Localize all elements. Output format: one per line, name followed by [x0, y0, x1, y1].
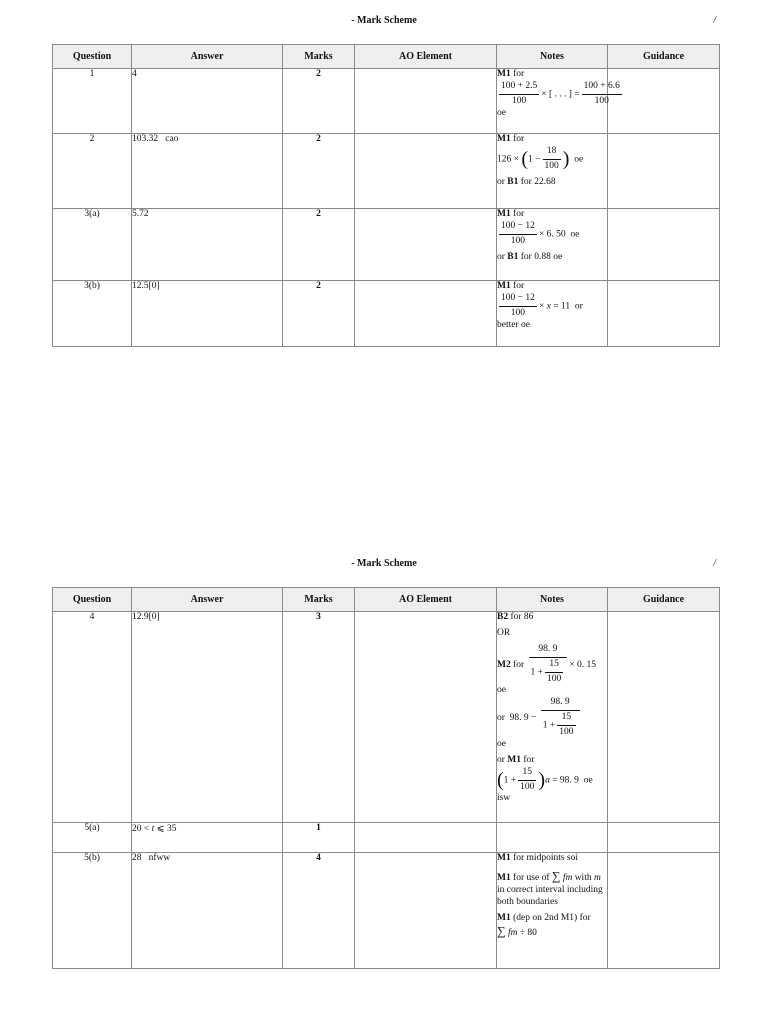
table-row [53, 612, 720, 823]
mark-code: M1 [497, 912, 511, 923]
notes-text: or [497, 176, 505, 187]
notes-text: for [513, 134, 525, 144]
notes-text: oe [570, 229, 580, 240]
notes-text: oe [574, 154, 584, 165]
column-header-notes: Notes [497, 45, 608, 69]
marks-cell: 2 [283, 281, 355, 347]
mark-code: M1 [497, 69, 511, 79]
question-cell: 1 [53, 69, 132, 134]
fraction-numerator: 100 − 12 [501, 292, 535, 303]
fraction-denominator: 100 [520, 781, 535, 792]
paren-open: ( [497, 768, 504, 791]
table-header-row [53, 588, 720, 612]
column-header-marks: Marks [283, 588, 355, 612]
notes-formula [497, 80, 620, 108]
formula-text: ÷ 80 [519, 928, 537, 939]
column-header-guidance: Guidance [608, 45, 720, 69]
table-row [53, 853, 720, 969]
table-row [53, 281, 720, 347]
notes-cell [497, 209, 608, 281]
marks-cell: 3 [283, 612, 355, 823]
table-row [53, 134, 720, 209]
guidance-cell [608, 69, 720, 134]
question-cell: 2 [53, 134, 132, 209]
notes-text: for [523, 754, 535, 765]
guidance-cell [608, 209, 720, 281]
formula-text: × 6. 50 [538, 229, 566, 240]
fraction [499, 221, 537, 248]
column-header-marks: Marks [283, 45, 355, 69]
notes-text: or [574, 301, 583, 312]
paren-close: ) [538, 768, 546, 791]
formula-text: × 0. 15 [569, 659, 597, 670]
marks-cell: 1 [283, 823, 355, 853]
ao-element-cell [355, 281, 497, 347]
mark-code: B1 [507, 251, 519, 262]
answer-cell: 28 nfww [132, 853, 283, 969]
mark-code: M2 [497, 659, 511, 670]
ao-element-cell [355, 134, 497, 209]
formula-text: × [538, 301, 545, 312]
notes-text: for use of [513, 872, 550, 883]
formula-text: = 11 [553, 301, 571, 312]
fraction-numerator: 98. 9 [538, 643, 558, 654]
formula-text: 1 + [542, 720, 556, 731]
guidance-cell [608, 281, 720, 347]
notes-cell [497, 134, 608, 209]
notes-paragraph [497, 913, 607, 941]
question-cell: 5(a) [53, 823, 132, 853]
notes-formula [497, 293, 607, 320]
mark-code: B2 [497, 612, 509, 622]
guidance-cell [608, 853, 720, 969]
answer-cell: 103.32 cao [132, 134, 283, 209]
question-cell: 3(b) [53, 281, 132, 347]
formula-text: 98. 9 − [509, 713, 537, 724]
notes-text: or [497, 754, 505, 765]
fraction-denominator: 100 [582, 94, 622, 108]
fraction-denominator: 100 [499, 234, 537, 248]
fraction [557, 712, 575, 739]
notes-cell [497, 853, 608, 969]
fraction [518, 767, 536, 794]
notes-formula [497, 221, 607, 248]
guidance-cell [608, 823, 720, 853]
answer-variable: t [151, 824, 155, 834]
question-cell: 4 [53, 612, 132, 823]
fraction-denominator: 100 [547, 673, 562, 684]
formula-variable: x [546, 301, 551, 312]
notes-cell [497, 823, 608, 853]
sigma-symbol: ∑ [551, 868, 561, 883]
page-header-2 [0, 558, 768, 572]
notes-paragraph [497, 869, 607, 909]
mark-code: M1 [497, 134, 511, 144]
notes-text: or [497, 713, 505, 724]
notes-text: for 22.68 [520, 176, 556, 187]
paren-close: ) [562, 147, 570, 170]
question-cell: 5(b) [53, 853, 132, 969]
notes-text: oe [497, 738, 506, 749]
notes-text: for midpoints soi [513, 853, 579, 863]
column-header-ao-element: AO Element [355, 45, 497, 69]
page-title: - Mark Scheme [351, 15, 417, 26]
notes-text: for [513, 281, 525, 291]
page-mark: / [713, 15, 716, 26]
notes-formula [497, 644, 607, 686]
notes-cell [497, 612, 608, 823]
page-header-1 [0, 15, 768, 29]
fraction-numerator: 15 [549, 658, 559, 669]
column-header-guidance: Guidance [608, 588, 720, 612]
notes-formula [497, 697, 607, 739]
notes-formula [497, 146, 607, 173]
notes-text: OR [497, 627, 511, 638]
formula-variable: fm [562, 872, 573, 883]
notes-text: for [513, 659, 525, 670]
answer-cell: 4 [132, 69, 283, 134]
notes-text: for 0.88 oe [520, 251, 563, 262]
mark-code: M1 [497, 281, 511, 291]
fraction [541, 697, 580, 739]
fraction [543, 146, 561, 173]
column-header-notes: Notes [497, 588, 608, 612]
fraction-denominator: 100 [499, 94, 539, 108]
answer-text: ⩽ 35 [156, 824, 177, 834]
notes-text: oe [497, 685, 506, 696]
notes-text: oe [497, 107, 506, 118]
marks-cell: 2 [283, 69, 355, 134]
fraction-denominator: 100 [544, 160, 559, 171]
fraction-denominator: 100 [499, 306, 537, 320]
column-header-question: Question [53, 588, 132, 612]
answer-cell: 12.9[0] [132, 612, 283, 823]
answer-text: 20 < [132, 824, 150, 834]
formula-text: × [ . . . ] = [541, 89, 580, 100]
notes-text: (dep on 2nd M1) for [513, 912, 591, 923]
fraction-numerator: 15 [561, 712, 572, 723]
fraction [545, 659, 563, 686]
notes-cell [497, 281, 608, 347]
mark-code: M1 [497, 853, 511, 863]
notes-text: isw [497, 793, 511, 804]
mark-scheme-table-2 [52, 587, 720, 969]
notes-text: oe [583, 775, 593, 786]
fraction-denominator [529, 657, 568, 686]
column-header-ao-element: AO Element [355, 588, 497, 612]
mark-code: B1 [507, 176, 519, 187]
fraction [499, 293, 537, 320]
notes-text: with [574, 872, 592, 883]
answer-cell: 5.72 [132, 209, 283, 281]
formula-text: 1 − [528, 154, 541, 165]
ao-element-cell [355, 823, 497, 853]
guidance-cell [608, 134, 720, 209]
mark-code: M1 [507, 754, 522, 765]
answer-cell: 12.5[0] [132, 281, 283, 347]
notes-text: for [513, 69, 525, 79]
formula-variable: fm [507, 928, 518, 939]
fraction-numerator: 98. 9 [550, 697, 570, 708]
mark-code: M1 [497, 209, 511, 219]
notes-text: better oe [497, 319, 530, 330]
column-header-answer: Answer [132, 45, 283, 69]
fraction-numerator: 100 + 2.5 [501, 80, 538, 91]
fraction-denominator: 100 [559, 727, 574, 737]
mark-scheme-table-1 [52, 44, 720, 347]
column-header-answer: Answer [132, 588, 283, 612]
mark-code: M1 [497, 872, 511, 883]
page-title: - Mark Scheme [351, 558, 417, 569]
formula-variable: m [593, 872, 601, 883]
notes-text: in correct interval including both boundaries [497, 884, 603, 907]
fraction-denominator [541, 710, 580, 739]
ao-element-cell [355, 853, 497, 969]
formula-text: 1 + [503, 775, 517, 786]
table-header-row [53, 45, 720, 69]
question-cell: 3(a) [53, 209, 132, 281]
formula-text: 126 × [497, 154, 519, 165]
notes-text: or [497, 251, 505, 262]
fraction-numerator: 18 [546, 145, 557, 156]
table-row [53, 69, 720, 134]
fraction-numerator: 100 + 6.6 [583, 80, 620, 91]
formula-text: 1 + [530, 667, 544, 678]
fraction [529, 644, 568, 686]
sigma-symbol: ∑ [497, 924, 506, 939]
marks-cell: 4 [283, 853, 355, 969]
fraction [582, 81, 622, 108]
marks-cell: 2 [283, 209, 355, 281]
marks-cell: 2 [283, 134, 355, 209]
fraction [499, 81, 539, 108]
paren-open: ( [521, 147, 529, 170]
notes-formula [497, 767, 607, 794]
notes-cell [497, 69, 620, 134]
guidance-cell [608, 612, 720, 823]
fraction-numerator: 100 − 12 [501, 220, 535, 231]
answer-cell [132, 823, 283, 853]
ao-element-cell [355, 209, 497, 281]
fraction-numerator: 15 [522, 766, 533, 777]
notes-text: for [513, 209, 525, 219]
ao-element-cell [355, 69, 497, 134]
table-row [53, 823, 720, 853]
formula-variable: a [545, 775, 550, 786]
column-header-question: Question [53, 45, 132, 69]
ao-element-cell [355, 612, 497, 823]
page-mark: / [713, 558, 716, 569]
table-row [53, 209, 720, 281]
notes-text: for 86 [510, 612, 534, 622]
formula-text: = 98. 9 [552, 775, 579, 786]
